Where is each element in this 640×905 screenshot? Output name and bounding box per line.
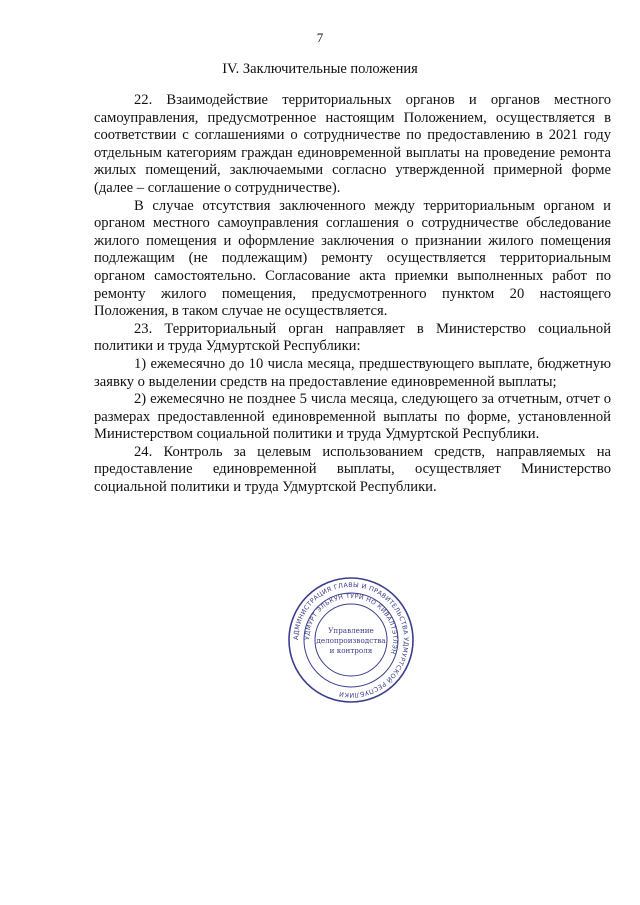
paragraph-23-item-1: 1) ежемесячно до 10 числа месяца, предшествующего выплате, бюджетную заявку о выделении средств на предоставление единовременной выплаты;: [94, 355, 611, 390]
paragraph-22-continued: В случае отсутствия заключенного между территориальным органом и органом местного самоуправления соглашения о сотрудничестве обследование жилого помещения и оформление заключения о признании жилого помещения подлежащим (не подлежащим) ремонту осуществляется территориальным органом самостоятельно. Согласование акта приемки выполненных работ по ремонту жилого помещения, предусмотренного пунктом 20 настоящего Положения, в таком случае не осуществляется.: [94, 197, 611, 320]
section-title: IV. Заключительные положения: [222, 61, 418, 77]
seal-center-line-3: и контроля: [329, 646, 373, 655]
seal-graphic: [286, 575, 416, 705]
seal-outer-text: АДМИНИСТРАЦИЯ ГЛАВЫ И ПРАВИТЕЛЬСТВА УДМУРТСКОЙ РЕСПУБЛИКИ: [291, 580, 411, 700]
document-body: [94, 92, 611, 497]
paragraph-23: 23. Территориальный орган направляет в Министерство социальной политики и труда Удмуртской Республики:: [94, 320, 611, 355]
paragraph-23-item-2: 2) ежемесячно не позднее 5 числа месяца, следующего за отчетным, отчет о размерах предоставленной единовременной выплаты по форме, установленной Министерством социальной политики и труда Удмуртской Республики.: [94, 391, 611, 443]
seal-inner-text: УДМУРТ ЭЛЬКУН ТУРИ НО КИВАЛТЭТЛЭН: [303, 592, 399, 656]
page-number: 7: [316, 30, 324, 45]
seal-center-line-1: Управление: [328, 626, 374, 635]
seal-center-line-2: делопроизводства: [316, 636, 386, 645]
paragraph-22: 22. Взаимодействие территориальных органов и органов местного самоуправления, предусмотренное настоящим Положением, осуществляется в соответствии с соглашениями о сотрудничестве по предоставлению в 2021 году отдельным категориям граждан единовременной выплаты на проведение ремонта жилых помещений, заключаемыми согласно утвержденной примерной форме (далее – соглашение о сотрудничестве).: [94, 92, 611, 196]
paragraph-24: 24. Контроль за целевым использованием средств, направляемых на предоставление единовременной выплаты, осуществляет Министерство социальной политики и труда Удмуртской Республики.: [94, 443, 611, 496]
official-seal-stamp: [286, 575, 416, 705]
